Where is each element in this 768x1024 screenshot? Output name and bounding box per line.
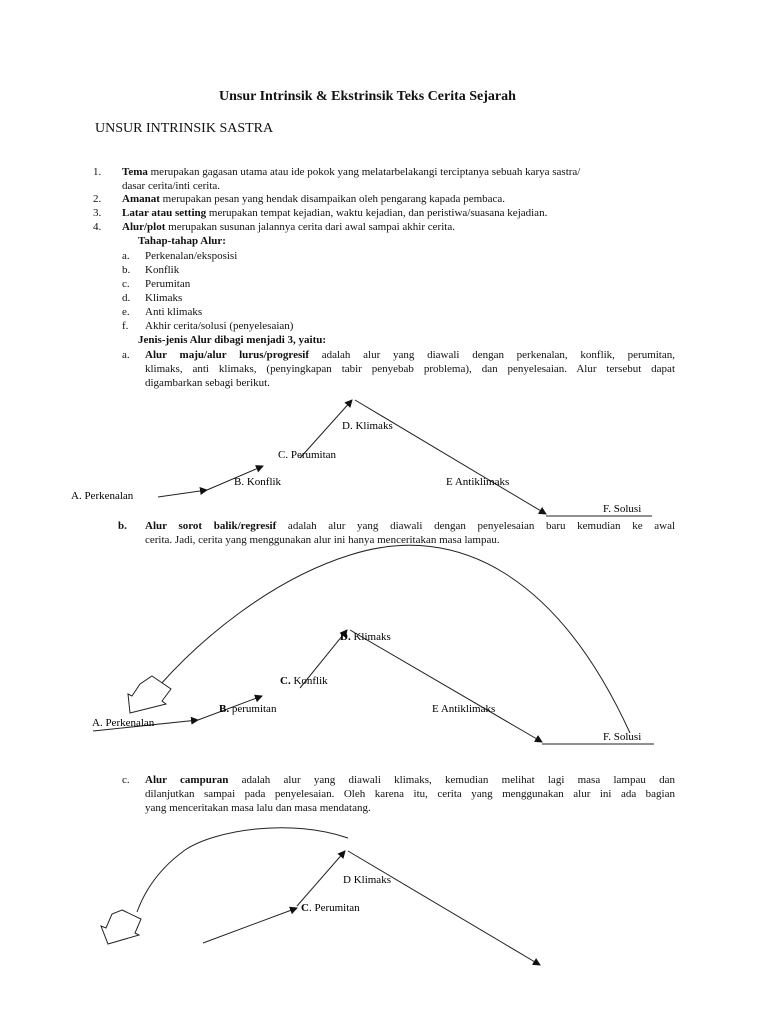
tahap-item: Konflik: [145, 264, 180, 276]
label-klimaks: D. Klimaks: [342, 420, 393, 432]
label-text: perumitan: [229, 703, 277, 715]
term-tema: Tema: [122, 166, 148, 178]
return-arc: [137, 828, 348, 912]
tahap-item: Klimaks: [145, 292, 183, 304]
label-bold: C.: [280, 675, 291, 687]
label-text: Klimaks: [350, 631, 391, 643]
tahap-heading-text: Tahap-tahap Alur:: [138, 235, 226, 247]
jenis-heading-text: Jenis-jenis Alur dibagi menjadi 3, yaitu:: [138, 334, 327, 346]
jenis-b-line2: cerita. Jadi, cerita yang menggunakan alur ini hanya menceritakan masa lampau.: [145, 534, 500, 546]
label-perumitan: [301, 902, 360, 914]
letter: c.: [122, 278, 130, 290]
label-bold: D.: [340, 631, 351, 643]
letter: a.: [122, 250, 130, 262]
list-item-text: merupakan susunan jalannya cerita dari awal sampai akhir cerita.: [165, 221, 455, 233]
arrow-line: [348, 851, 540, 965]
jenis-text: adalah alur yang diawali klimaks, kemudian melihat lagi masa lampau dan: [228, 774, 675, 786]
term-latar: Latar atau setting: [122, 207, 207, 219]
tahap-item: Akhir cerita/solusi (penyelesaian): [145, 320, 294, 332]
term-amanat: Amanat: [122, 193, 160, 205]
label-klimaks: D Klimaks: [343, 874, 391, 886]
jenis-text: adalah alur yang diawali dengan perkenalan, konflik, perumitan,: [309, 349, 675, 361]
letter: c.: [122, 774, 130, 786]
term-alur-campuran: Alur campuran: [145, 774, 229, 786]
section-heading: UNSUR INTRINSIK SASTRA: [95, 121, 274, 136]
tahap-item: Perumitan: [145, 278, 191, 290]
jenis-a-line3: digambarkan sebagi berikut.: [145, 377, 270, 389]
label-perumitan: C. Perumitan: [278, 449, 337, 461]
term-alur-maju: Alur maju/alur lurus/progresif: [145, 349, 309, 361]
list-number: 4.: [93, 221, 102, 233]
arrow-line: [297, 851, 345, 906]
list-item-tema-cont: dasar cerita/inti cerita.: [122, 180, 221, 192]
label-text: Konflik: [290, 675, 328, 687]
arrow-line: [203, 908, 297, 943]
jenis-c-line3: yang menceritakan masa lalu dan masa mendatang.: [145, 802, 371, 814]
tahap-item: Anti klimaks: [145, 306, 203, 318]
term-alur-sorot-balik: Alur sorot balik/regresif: [145, 520, 277, 532]
letter: e.: [122, 306, 130, 318]
label-solusi: F. Solusi: [603, 731, 642, 743]
list-item-text: merupakan tempat kejadian, waktu kejadian, dan peristiwa/suasana kejadian.: [206, 207, 548, 219]
label-antiklimaks: E Antiklimaks: [432, 703, 496, 715]
term-alur: Alur/plot: [122, 221, 166, 233]
page-title: Unsur Intrinsik & Ekstrinsik Teks Cerita Sejarah: [219, 89, 516, 104]
jenis-c-line2: dilanjutkan sampai pada penyelesaian. Oleh karena itu, cerita yang menggunakan alur ini ada bagian: [145, 788, 675, 800]
letter: b.: [118, 520, 127, 532]
label-text: . Perumitan: [308, 902, 360, 914]
letter: a.: [122, 349, 130, 361]
label-perkenalan: A. Perkenalan: [92, 717, 155, 729]
list-number: 1.: [93, 166, 102, 178]
label-bold: B.: [219, 703, 230, 715]
letter: f.: [122, 320, 129, 332]
list-number: 3.: [93, 207, 102, 219]
jenis-text: adalah alur yang diawali dengan penyelesaian baru kemudian ke awal: [276, 520, 676, 532]
list-number: 2.: [93, 193, 102, 205]
label-solusi: F. Solusi: [603, 503, 642, 515]
label-perkenalan: A. Perkenalan: [71, 490, 134, 502]
list-item-text: merupakan pesan yang hendak disampaikan oleh pengarang kapada pembaca.: [159, 193, 506, 205]
label-bold: C: [301, 902, 309, 914]
block-arrow-icon: [101, 910, 141, 944]
list-item-text: merupakan gagasan utama atau ide pokok yang melatarbelakangi terciptanya sebuah karya sastra/: [147, 166, 581, 178]
tahap-item: Perkenalan/eksposisi: [145, 250, 238, 262]
letter: d.: [122, 292, 131, 304]
label-antiklimaks: E Antiklimaks: [446, 476, 510, 488]
jenis-a-line2: klimaks, anti klimaks, (penyingkapan tabir penyebab problema), dan penyelesaian. Alur tersebut dapat: [145, 363, 675, 375]
letter: b.: [122, 264, 131, 276]
label-konflik: B. Konflik: [234, 476, 282, 488]
